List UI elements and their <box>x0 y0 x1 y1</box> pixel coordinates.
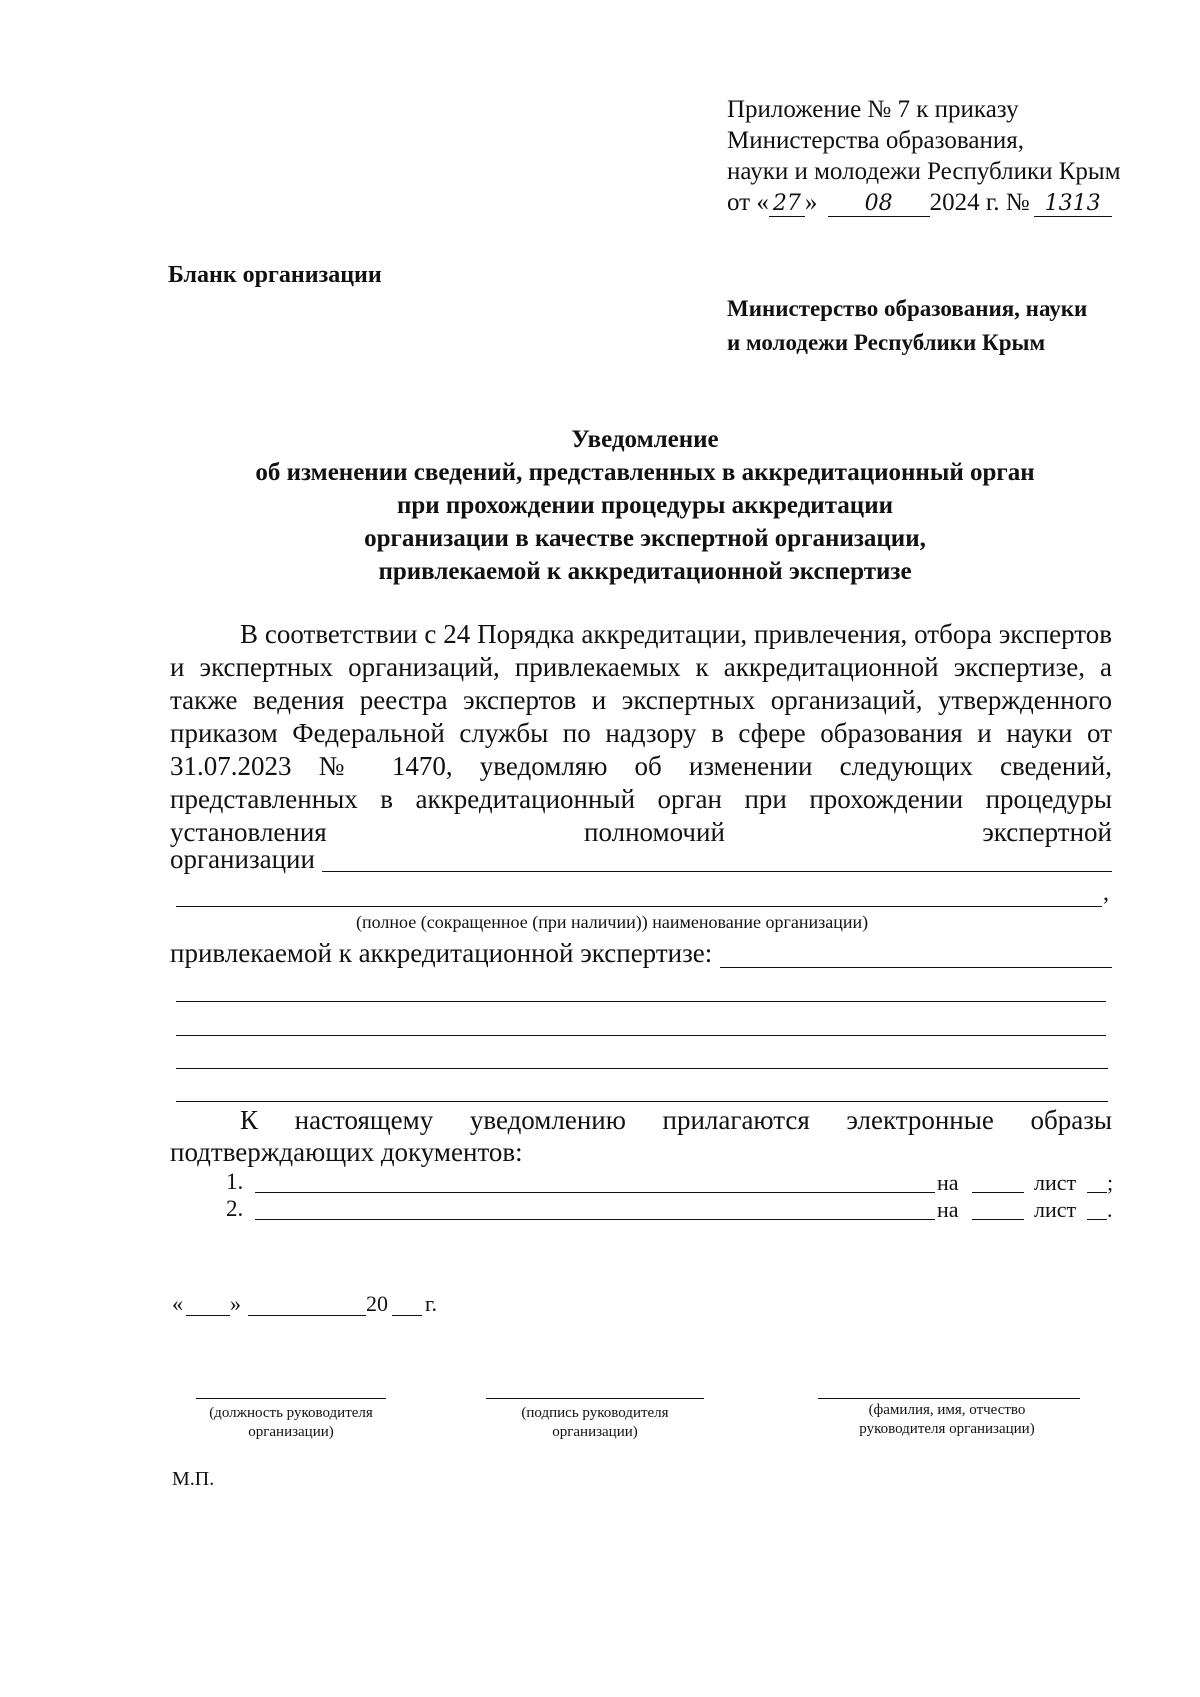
attachment-1-end: ; <box>1107 1170 1114 1195</box>
date-century: 20 <box>366 1291 388 1316</box>
appendix-date-mid: » <box>804 189 818 216</box>
document-title <box>0 423 1200 588</box>
signature-caption-line-1: (подпись руководителя <box>521 1405 669 1421</box>
appendix-line-1: Приложение № 7 к приказу <box>727 96 1019 123</box>
appendix-date-prefix: от « <box>727 189 769 216</box>
full-name-caption <box>834 1401 1060 1439</box>
involved-fill-line-3[interactable] <box>176 1068 1108 1069</box>
attachment-2-title-line[interactable] <box>255 1219 935 1220</box>
full-name-caption-line-1: (фамилия, имя, отчество <box>868 1402 1026 1418</box>
attachment-2-sheet: лист <box>1034 1197 1077 1222</box>
addressee-line-1: Министерство образования, науки <box>727 296 1088 321</box>
attachment-1-on: на <box>937 1170 959 1195</box>
involved-fill-line-2[interactable] <box>176 1035 1106 1036</box>
addressee <box>727 292 1087 360</box>
attachment-2-count-line[interactable] <box>1087 1219 1107 1220</box>
signature-line[interactable] <box>486 1398 704 1399</box>
attachment-1-number: 1. <box>226 1169 244 1194</box>
attachments-intro <box>170 1104 1112 1137</box>
appendix-number: 1313 <box>1034 192 1112 217</box>
org-name-fill-line-1[interactable] <box>322 871 1112 872</box>
date-open-quote: « <box>172 1291 183 1316</box>
appendix-line-3: науки и молодежи Республики Крым <box>727 158 1121 185</box>
full-name-signature-line[interactable] <box>818 1398 1080 1399</box>
addressee-line-2: и молодежи Республики Крым <box>727 330 1046 355</box>
involved-fill-line-0[interactable] <box>720 967 1112 968</box>
involved-fill-line-4[interactable] <box>176 1101 1108 1102</box>
appendix-month: 08 <box>828 192 930 217</box>
attachment-2-end: . <box>1107 1197 1113 1222</box>
attachment-2-number: 2. <box>226 1196 244 1221</box>
signature-caption-line-2: организации) <box>552 1424 638 1440</box>
appendix-day: 27 <box>769 192 805 217</box>
date-year-line[interactable] <box>392 1315 422 1316</box>
org-blank-label: Бланк организации <box>168 262 382 288</box>
signature-caption <box>490 1404 700 1442</box>
date-month-line[interactable] <box>248 1315 366 1316</box>
title-line-3: при прохождении процедуры аккредитации <box>396 492 894 519</box>
attachment-1-title-line[interactable] <box>255 1192 935 1193</box>
attachments-intro-line-2: подтверждающих документов: <box>170 1137 523 1167</box>
appendix-reference <box>727 94 1121 218</box>
attachment-1-count-line[interactable] <box>1087 1192 1107 1193</box>
org-word: организации <box>170 844 315 874</box>
title-line-5: привлекаемой к аккредитационной экспертизе <box>378 558 912 585</box>
date-year-suffix: г. <box>425 1291 438 1316</box>
body-paragraph: В соответствии с 24 Порядка аккредитации, привлечения, отбора экспертов и экспертных организаций, привлекаемых к аккредитационной экспертизе, а также ведения реестра экспертов и экспертных организаций, утвержденного приказом Федеральной службы по надзору в сфере образования и науки от 31.07.2023 № 1470, уведомляю об изменении следующих сведений, представленных в аккредитационный орган при прохождении процедуры установления полномочий экспертной <box>170 619 1112 847</box>
date-close-quote: » <box>230 1291 241 1316</box>
org-name-fill-line-2[interactable] <box>176 906 1102 907</box>
title-line-1: Уведомление <box>571 426 719 453</box>
attachment-2-sheets-line[interactable] <box>972 1219 1024 1220</box>
involved-label: привлекаемой к аккредитационной экспертизе: <box>170 938 713 968</box>
attachment-2-on: на <box>937 1197 959 1222</box>
position-caption <box>186 1404 396 1442</box>
involved-fill-line-1[interactable] <box>176 1001 1106 1002</box>
position-signature-line[interactable] <box>196 1398 386 1399</box>
title-line-2: об изменении сведений, представленных в аккредитационный орган <box>255 459 1035 486</box>
attachment-1-sheet: лист <box>1034 1170 1077 1195</box>
date-day-line[interactable] <box>186 1315 230 1316</box>
body-text <box>170 618 1112 849</box>
attachments-intro-line-1: К настоящему уведомлению прилагаются электронные образы <box>240 1105 1112 1135</box>
position-caption-line-2: организации) <box>248 1424 334 1440</box>
attachment-1-sheets-line[interactable] <box>972 1192 1024 1193</box>
stamp-place: М.П. <box>172 1468 215 1490</box>
appendix-year: 2024 г. № <box>929 189 1030 216</box>
org-name-caption: (полное (сокращенное (при наличии)) наименование организации) <box>356 912 869 932</box>
position-caption-line-1: (должность руководителя <box>209 1405 373 1421</box>
org-name-comma: , <box>1103 880 1109 906</box>
full-name-caption-line-2: руководителя организации) <box>859 1421 1035 1437</box>
appendix-line-2: Министерства образования, <box>727 127 1024 154</box>
title-line-4: организации в качестве экспертной организации, <box>364 525 926 552</box>
appendix-date-line <box>727 187 1121 218</box>
